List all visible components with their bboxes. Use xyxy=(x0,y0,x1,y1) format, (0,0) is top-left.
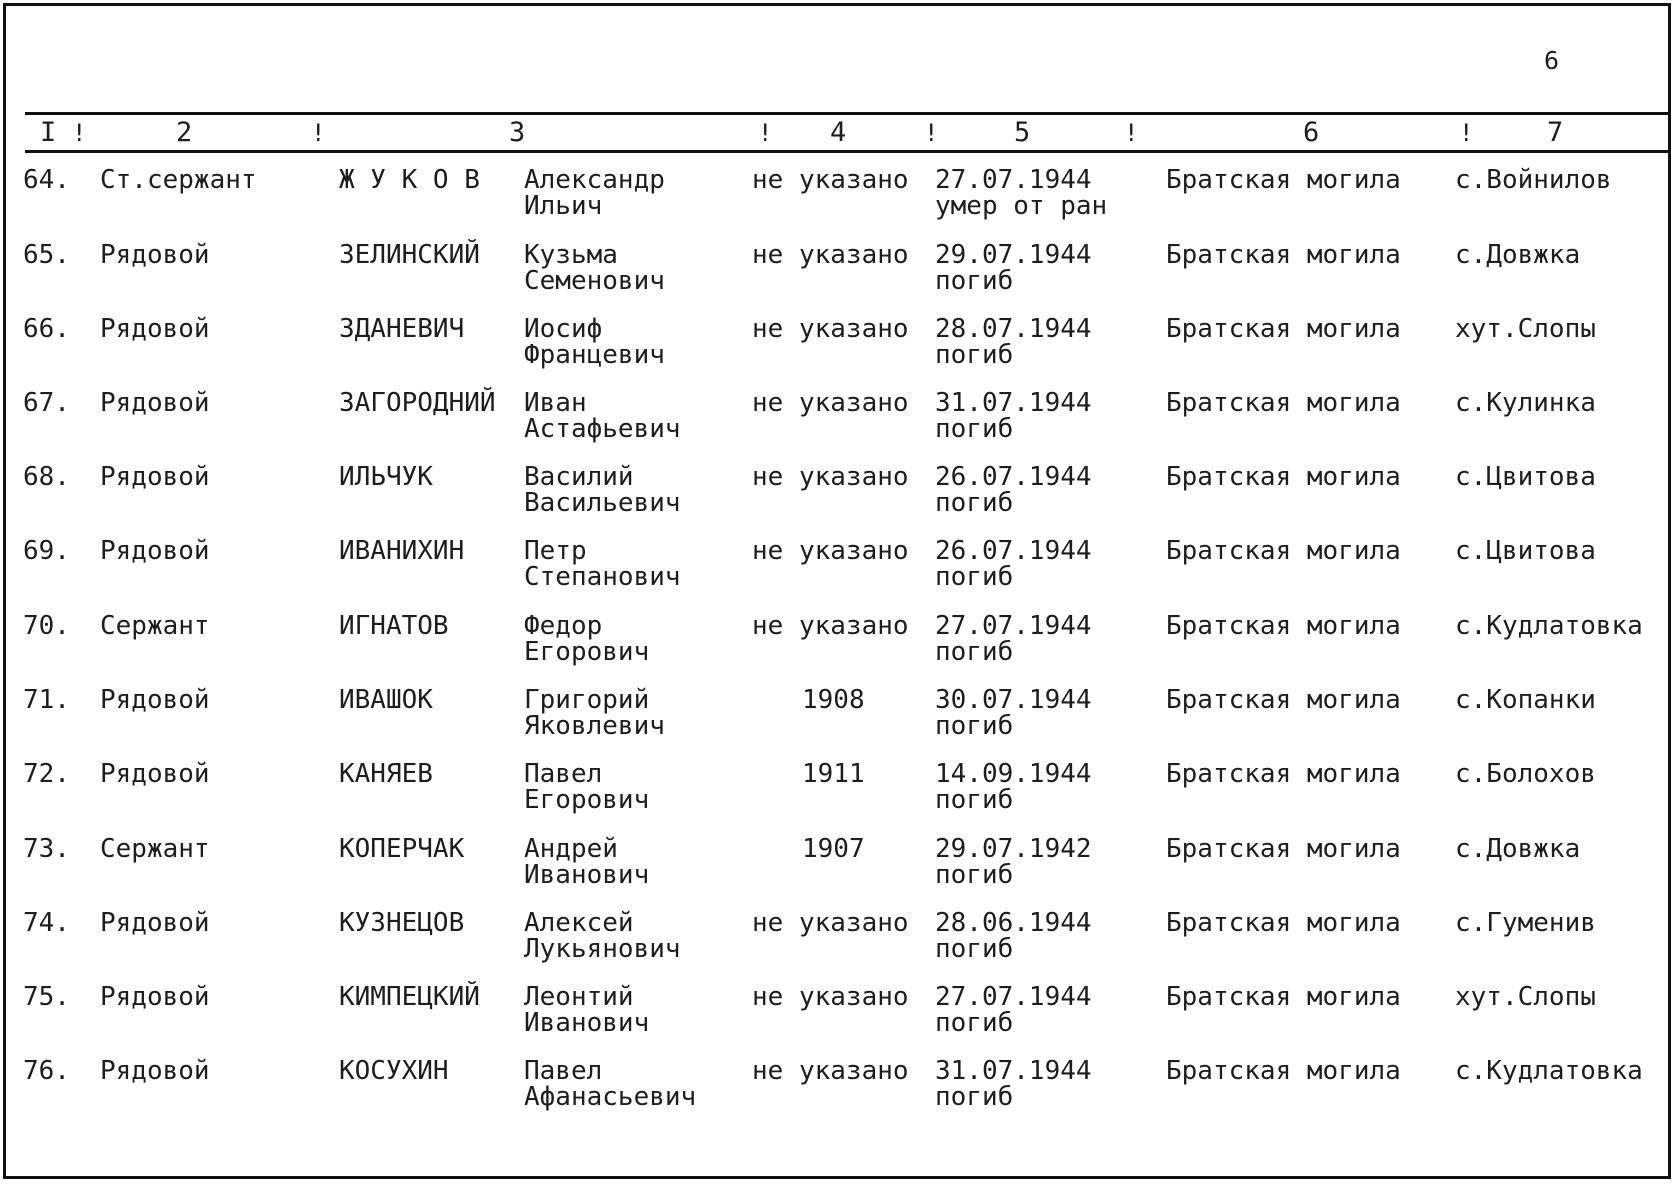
surname-cell xyxy=(339,613,449,639)
surname: ЗЕЛИНСКИЙ xyxy=(339,240,480,270)
rank-cell xyxy=(100,984,210,1010)
name: Иосиф xyxy=(524,314,603,344)
status: погиб xyxy=(935,637,1014,667)
birth-year: не указано xyxy=(752,388,909,418)
burial-place: с.Кудлатовка xyxy=(1455,611,1643,641)
surname: ЗДАНЕВИЧ xyxy=(339,314,465,344)
patronymic: Астафьевич xyxy=(524,414,681,444)
rank-cell xyxy=(100,687,210,713)
burial-place-cell xyxy=(1455,984,1596,1010)
burial-place: с.Цвитова xyxy=(1455,536,1596,566)
record-number: 75. xyxy=(23,982,70,1012)
surname: КУЗНЕЦОВ xyxy=(339,908,465,938)
record-number-cell xyxy=(23,761,70,787)
burial-type: Братская могила xyxy=(1166,388,1401,418)
name-cell xyxy=(524,242,665,294)
record-number-cell xyxy=(23,538,70,564)
status: погиб xyxy=(935,340,1014,370)
table-row xyxy=(6,390,1674,464)
surname: ЗАГОРОДНИЙ xyxy=(339,388,496,418)
name-cell xyxy=(524,836,649,888)
surname: КОСУХИН xyxy=(339,1056,449,1086)
record-number: 68. xyxy=(23,462,70,492)
birth-year: не указано xyxy=(752,1056,909,1086)
rank: Ст.сержант xyxy=(100,165,257,195)
rank: Рядовой xyxy=(100,908,210,938)
patronymic: Ильич xyxy=(524,191,603,221)
record-number-cell xyxy=(23,167,70,193)
death-date-cell xyxy=(935,910,1092,962)
death-date: 27.07.1944 xyxy=(935,611,1092,641)
patronymic: Лукьянович xyxy=(524,934,681,964)
table-row xyxy=(6,836,1674,910)
burial-type: Братская могила xyxy=(1166,834,1401,864)
burial-type-cell xyxy=(1166,316,1401,342)
death-date-cell xyxy=(935,836,1092,888)
rank: Рядовой xyxy=(100,314,210,344)
burial-place: хут.Слопы xyxy=(1455,314,1596,344)
surname: ИЛЬЧУК xyxy=(339,462,433,492)
patronymic: Афанасьевич xyxy=(524,1082,697,1112)
column-number-4: 4 xyxy=(830,117,847,148)
burial-place: с.Болохов xyxy=(1455,759,1596,789)
rank: Сержант xyxy=(100,611,210,641)
name: Григорий xyxy=(524,685,650,715)
status: погиб xyxy=(935,711,1014,741)
rank: Рядовой xyxy=(100,759,210,789)
table-row xyxy=(6,984,1674,1058)
table-row xyxy=(6,316,1674,390)
burial-type: Братская могила xyxy=(1166,536,1401,566)
column-number-6: 6 xyxy=(1303,117,1320,148)
rank: Рядовой xyxy=(100,388,210,418)
surname-cell xyxy=(339,167,480,193)
rank-cell xyxy=(100,464,210,490)
surname-cell xyxy=(339,390,496,416)
rank: Сержант xyxy=(100,834,210,864)
column-separator: ! xyxy=(311,119,326,147)
status: погиб xyxy=(935,488,1014,518)
birth-year-cell xyxy=(752,167,909,193)
status: погиб xyxy=(935,1082,1014,1112)
record-number: 76. xyxy=(23,1056,70,1086)
status: погиб xyxy=(935,266,1014,296)
death-date: 29.07.1942 xyxy=(935,834,1092,864)
surname-cell xyxy=(339,761,433,787)
record-number-cell xyxy=(23,1058,70,1084)
rank: Рядовой xyxy=(100,1056,210,1086)
name-cell xyxy=(524,687,665,739)
birth-year-cell xyxy=(752,613,909,639)
burial-place-cell xyxy=(1455,316,1596,342)
name: Алексей xyxy=(524,908,634,938)
table-row xyxy=(6,687,1674,761)
status: погиб xyxy=(935,785,1014,815)
column-separator: ! xyxy=(72,119,87,147)
rank-cell xyxy=(100,613,210,639)
death-date-cell xyxy=(935,687,1092,739)
death-date-cell xyxy=(935,242,1092,294)
burial-type: Братская могила xyxy=(1166,314,1401,344)
burial-place-cell xyxy=(1455,464,1596,490)
column-number-1: I xyxy=(40,117,57,148)
record-number: 65. xyxy=(23,240,70,270)
burial-type: Братская могила xyxy=(1166,759,1401,789)
record-number-cell xyxy=(23,316,70,342)
burial-type: Братская могила xyxy=(1166,908,1401,938)
surname-cell xyxy=(339,316,464,342)
birth-year: не указано xyxy=(752,536,909,566)
record-number-cell xyxy=(23,836,70,862)
burial-type-cell xyxy=(1166,242,1401,268)
burial-type-cell xyxy=(1166,464,1401,490)
name: Василий xyxy=(524,462,634,492)
record-number: 69. xyxy=(23,536,70,566)
header-rule-bottom xyxy=(25,150,1668,153)
birth-year-cell xyxy=(802,836,865,862)
burial-type-cell xyxy=(1166,836,1401,862)
birth-year-cell xyxy=(802,761,865,787)
patronymic: Егорович xyxy=(524,637,650,667)
burial-type: Братская могила xyxy=(1166,611,1401,641)
death-date: 31.07.1944 xyxy=(935,388,1092,418)
status: погиб xyxy=(935,1008,1014,1038)
burial-place-cell xyxy=(1455,613,1643,639)
header-rule-top xyxy=(25,112,1668,115)
burial-place-cell xyxy=(1455,761,1596,787)
column-number-7: 7 xyxy=(1547,117,1564,148)
burial-type-cell xyxy=(1166,761,1401,787)
surname-cell xyxy=(339,910,464,936)
death-date-cell xyxy=(935,464,1092,516)
name-cell xyxy=(524,464,681,516)
name-cell xyxy=(524,984,649,1036)
birth-year: не указано xyxy=(752,982,909,1012)
name-cell xyxy=(524,538,681,590)
table-row xyxy=(6,242,1674,316)
name: Федор xyxy=(524,611,603,641)
death-date: 30.07.1944 xyxy=(935,685,1092,715)
surname: ИВАШОК xyxy=(339,685,433,715)
surname-cell xyxy=(339,1058,449,1084)
birth-year: не указано xyxy=(752,611,909,641)
patronymic: Семенович xyxy=(524,266,665,296)
burial-type-cell xyxy=(1166,613,1401,639)
burial-type: Братская могила xyxy=(1166,165,1401,195)
birth-year-cell xyxy=(752,316,909,342)
surname-cell xyxy=(339,687,433,713)
status: погиб xyxy=(935,414,1014,444)
rank: Рядовой xyxy=(100,685,210,715)
name-cell xyxy=(524,316,665,368)
status: погиб xyxy=(935,860,1014,890)
burial-type-cell xyxy=(1166,1058,1401,1084)
birth-year: не указано xyxy=(752,165,909,195)
surname-cell xyxy=(339,464,433,490)
death-date-cell xyxy=(935,613,1092,665)
burial-place-cell xyxy=(1455,687,1596,713)
rank-cell xyxy=(100,167,257,193)
name-cell xyxy=(524,761,649,813)
column-number-3: 3 xyxy=(509,117,526,148)
burial-place: с.Войнилов xyxy=(1455,165,1612,195)
burial-type-cell xyxy=(1166,538,1401,564)
record-number-cell xyxy=(23,687,70,713)
patronymic: Егорович xyxy=(524,785,650,815)
table-row xyxy=(6,464,1674,538)
rank-cell xyxy=(100,836,210,862)
name: Павел xyxy=(524,759,603,789)
column-separator: ! xyxy=(758,119,773,147)
burial-place: с.Довжка xyxy=(1455,240,1581,270)
death-date-cell xyxy=(935,1058,1092,1110)
record-number: 74. xyxy=(23,908,70,938)
rank: Рядовой xyxy=(100,240,210,270)
rank-cell xyxy=(100,910,210,936)
status: погиб xyxy=(935,562,1014,592)
death-date: 26.07.1944 xyxy=(935,536,1092,566)
name: Леонтий xyxy=(524,982,634,1012)
page-number: 6 xyxy=(1544,46,1560,75)
name-cell xyxy=(524,613,649,665)
birth-year: не указано xyxy=(752,240,909,270)
surname: КОПЕРЧАК xyxy=(339,834,465,864)
burial-place-cell xyxy=(1455,1058,1643,1084)
rank-cell xyxy=(100,538,210,564)
patronymic: Иванович xyxy=(524,1008,650,1038)
patronymic: Францевич xyxy=(524,340,665,370)
rank: Рядовой xyxy=(100,462,210,492)
record-number: 70. xyxy=(23,611,70,641)
record-number-cell xyxy=(23,984,70,1010)
burial-place-cell xyxy=(1455,390,1596,416)
death-date: 14.09.1944 xyxy=(935,759,1092,789)
column-separator: ! xyxy=(1459,119,1474,147)
birth-year: 1907 xyxy=(802,834,865,864)
birth-year: 1911 xyxy=(802,759,865,789)
burial-place-cell xyxy=(1455,538,1596,564)
name: Петр xyxy=(524,536,587,566)
death-date: 26.07.1944 xyxy=(935,462,1092,492)
burial-type-cell xyxy=(1166,167,1401,193)
record-number-cell xyxy=(23,464,70,490)
burial-type: Братская могила xyxy=(1166,462,1401,492)
record-number: 64. xyxy=(23,165,70,195)
burial-place: с.Кулинка xyxy=(1455,388,1596,418)
death-date-cell xyxy=(935,984,1092,1036)
record-number-cell xyxy=(23,242,70,268)
burial-type-cell xyxy=(1166,687,1401,713)
name-cell xyxy=(524,167,665,219)
table-row xyxy=(6,761,1674,835)
name: Павел xyxy=(524,1056,603,1086)
burial-place: с.Копанки xyxy=(1455,685,1596,715)
birth-year: не указано xyxy=(752,462,909,492)
name: Андрей xyxy=(524,834,618,864)
birth-year: 1908 xyxy=(802,685,865,715)
record-number-cell xyxy=(23,910,70,936)
death-date-cell xyxy=(935,390,1092,442)
death-date: 31.07.1944 xyxy=(935,1056,1092,1086)
death-date-cell xyxy=(935,167,1107,219)
birth-year-cell xyxy=(752,984,909,1010)
burial-type-cell xyxy=(1166,910,1401,936)
burial-place-cell xyxy=(1455,242,1580,268)
record-number: 72. xyxy=(23,759,70,789)
surname: ИВАНИХИН xyxy=(339,536,465,566)
burial-place: с.Цвитова xyxy=(1455,462,1596,492)
birth-year-cell xyxy=(752,1058,909,1084)
rank-cell xyxy=(100,316,210,342)
burial-place-cell xyxy=(1455,167,1612,193)
name-cell xyxy=(524,390,681,442)
name-cell xyxy=(524,910,681,962)
death-date: 28.07.1944 xyxy=(935,314,1092,344)
birth-year-cell xyxy=(802,687,865,713)
death-date: 27.07.1944 xyxy=(935,165,1092,195)
surname-cell xyxy=(339,836,464,862)
rank-cell xyxy=(100,390,210,416)
patronymic: Степанович xyxy=(524,562,681,592)
burial-type: Братская могила xyxy=(1166,982,1401,1012)
burial-place-cell xyxy=(1455,910,1596,936)
table-row xyxy=(6,167,1674,241)
document-page xyxy=(3,3,1671,1179)
birth-year: не указано xyxy=(752,908,909,938)
burial-type-cell xyxy=(1166,390,1401,416)
burial-type-cell xyxy=(1166,984,1401,1010)
surname: Ж У К О В xyxy=(339,165,480,195)
rank: Рядовой xyxy=(100,536,210,566)
column-separator: ! xyxy=(924,119,939,147)
surname: КИМПЕЦКИЙ xyxy=(339,982,480,1012)
surname-cell xyxy=(339,242,480,268)
burial-place: с.Довжка xyxy=(1455,834,1581,864)
rank: Рядовой xyxy=(100,982,210,1012)
status: умер от ран xyxy=(935,191,1108,221)
burial-type: Братская могила xyxy=(1166,240,1401,270)
status: погиб xyxy=(935,934,1014,964)
birth-year: не указано xyxy=(752,314,909,344)
surname: КАНЯЕВ xyxy=(339,759,433,789)
death-date: 29.07.1944 xyxy=(935,240,1092,270)
record-number: 73. xyxy=(23,834,70,864)
record-number: 71. xyxy=(23,685,70,715)
column-separator: ! xyxy=(1124,119,1139,147)
name-cell xyxy=(524,1058,696,1110)
surname: ИГНАТОВ xyxy=(339,611,449,641)
rank-cell xyxy=(100,1058,210,1084)
surname-cell xyxy=(339,984,480,1010)
record-number-cell xyxy=(23,390,70,416)
birth-year-cell xyxy=(752,464,909,490)
name: Кузьма xyxy=(524,240,618,270)
birth-year-cell xyxy=(752,242,909,268)
burial-place-cell xyxy=(1455,836,1580,862)
burial-place: хут.Слопы xyxy=(1455,982,1596,1012)
burial-place: с.Кудлатовка xyxy=(1455,1056,1643,1086)
death-date-cell xyxy=(935,761,1092,813)
birth-year-cell xyxy=(752,910,909,936)
table-row xyxy=(6,613,1674,687)
death-date: 27.07.1944 xyxy=(935,982,1092,1012)
patronymic: Яковлевич xyxy=(524,711,665,741)
birth-year-cell xyxy=(752,390,909,416)
record-number-cell xyxy=(23,613,70,639)
birth-year-cell xyxy=(752,538,909,564)
record-number: 67. xyxy=(23,388,70,418)
rank-cell xyxy=(100,761,210,787)
name: Иван xyxy=(524,388,587,418)
patronymic: Васильевич xyxy=(524,488,681,518)
table-row xyxy=(6,910,1674,984)
table-row xyxy=(6,1058,1674,1132)
rank-cell xyxy=(100,242,210,268)
name: Александр xyxy=(524,165,665,195)
column-number-5: 5 xyxy=(1014,117,1031,148)
record-number: 66. xyxy=(23,314,70,344)
patronymic: Иванович xyxy=(524,860,650,890)
surname-cell xyxy=(339,538,464,564)
death-date-cell xyxy=(935,538,1092,590)
death-date-cell xyxy=(935,316,1092,368)
table-row xyxy=(6,538,1674,612)
burial-place: с.Гуменив xyxy=(1455,908,1596,938)
burial-type: Братская могила xyxy=(1166,685,1401,715)
burial-type: Братская могила xyxy=(1166,1056,1401,1086)
death-date: 28.06.1944 xyxy=(935,908,1092,938)
column-number-2: 2 xyxy=(176,117,193,148)
